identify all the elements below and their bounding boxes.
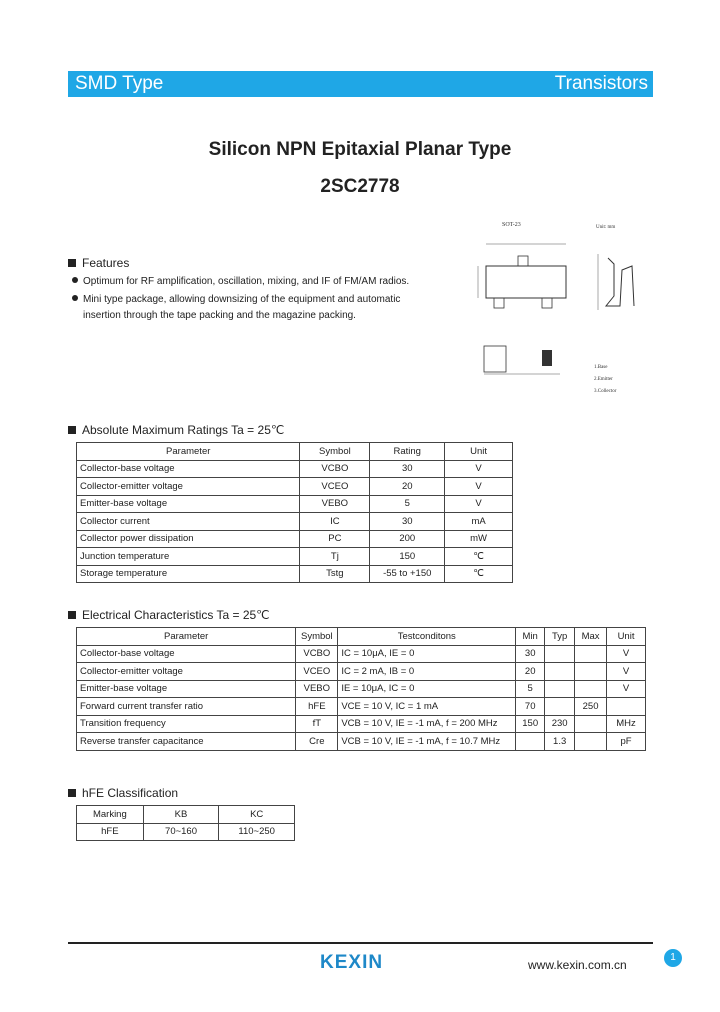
table-cell: hFE xyxy=(77,823,144,841)
table-row xyxy=(77,663,646,681)
table-cell: IC = 2 mA, IB = 0 xyxy=(338,663,516,681)
table-cell: V xyxy=(445,495,513,513)
table-row xyxy=(77,530,513,548)
table-cell: Transition frequency xyxy=(77,715,296,733)
table-cell xyxy=(607,698,646,716)
table-cell: Collector-base voltage xyxy=(77,460,300,478)
table-cell: 150 xyxy=(370,548,445,566)
table-cell: VCEO xyxy=(296,663,338,681)
table-header-cell: Typ xyxy=(545,628,575,646)
table-cell: 1.3 xyxy=(545,733,575,751)
table-row xyxy=(77,548,513,566)
table-cell: 5 xyxy=(370,495,445,513)
table-row xyxy=(77,513,513,531)
feature-item: Mini type package, allowing downsizing of the equipment and automatic xyxy=(72,294,400,306)
package-drawing xyxy=(470,214,650,404)
table-cell: 150 xyxy=(516,715,545,733)
table-row xyxy=(77,645,646,663)
table-cell xyxy=(575,733,607,751)
table-cell xyxy=(545,663,575,681)
kexin-logo: KEXIN xyxy=(320,952,384,973)
table-cell: 70 xyxy=(516,698,545,716)
part-number: 2SC2778 xyxy=(320,176,400,197)
table-cell: Junction temperature xyxy=(77,548,300,566)
pin-3-label: 3.Collector xyxy=(594,389,617,394)
table-cell: V xyxy=(445,460,513,478)
table-row xyxy=(77,733,646,751)
doc-title: Silicon NPN Epitaxial Planar Type xyxy=(208,139,512,160)
table-cell: Forward current transfer ratio xyxy=(77,698,296,716)
unit-label: Unit: mm xyxy=(596,225,616,230)
table-row xyxy=(77,715,646,733)
table-cell: Collector-emitter voltage xyxy=(77,663,296,681)
table-row xyxy=(77,478,513,496)
table-cell xyxy=(545,698,575,716)
bullet-dot-icon xyxy=(72,295,78,301)
pin-1-label: 1.Base xyxy=(594,365,608,370)
table-header-cell: Unit xyxy=(607,628,646,646)
bullet-square-icon xyxy=(68,611,76,619)
table-row xyxy=(77,823,295,841)
footer-divider xyxy=(68,942,653,944)
hfe-heading: hFE Classification xyxy=(68,786,178,800)
table-cell: V xyxy=(607,663,646,681)
package-label: SOT-23 xyxy=(502,222,521,228)
page-number: 1 xyxy=(664,949,682,967)
table-row xyxy=(77,680,646,698)
table-cell: 30 xyxy=(516,645,545,663)
table-cell: IC xyxy=(300,513,370,531)
elec-table xyxy=(76,627,646,751)
table-row xyxy=(77,460,513,478)
table-cell: Emitter-base voltage xyxy=(77,680,296,698)
table-cell: 5 xyxy=(516,680,545,698)
table-cell: Collector-emitter voltage xyxy=(77,478,300,496)
header-bar xyxy=(68,71,653,97)
table-cell: mW xyxy=(445,530,513,548)
table-cell: VCEO xyxy=(300,478,370,496)
table-cell: VCE = 10 V, IC = 1 mA xyxy=(338,698,516,716)
table-cell: 200 xyxy=(370,530,445,548)
table-row xyxy=(77,495,513,513)
table-cell: pF xyxy=(607,733,646,751)
table-cell: V xyxy=(445,478,513,496)
table-cell: VEBO xyxy=(300,495,370,513)
table-cell: KB xyxy=(143,806,219,824)
hfe-table xyxy=(76,805,295,841)
table-cell: 30 xyxy=(370,460,445,478)
table-cell xyxy=(575,645,607,663)
features-heading: Features xyxy=(68,256,129,270)
table-cell: VCBO xyxy=(300,460,370,478)
table-cell xyxy=(575,663,607,681)
bullet-square-icon xyxy=(68,789,76,797)
table-cell xyxy=(575,680,607,698)
table-cell: 250 xyxy=(575,698,607,716)
feature-item: Optimum for RF amplification, oscillation, mixing, and IF of FM/AM radios. xyxy=(72,276,409,288)
table-header-row xyxy=(77,628,646,646)
table-cell: IE = 10μA, IC = 0 xyxy=(338,680,516,698)
table-row xyxy=(77,806,295,824)
table-cell: Collector-base voltage xyxy=(77,645,296,663)
table-cell: KC xyxy=(219,806,295,824)
table-cell xyxy=(516,733,545,751)
table-header-cell: Unit xyxy=(445,443,513,461)
table-cell: 20 xyxy=(370,478,445,496)
header-right: Transistors xyxy=(554,73,648,94)
table-cell: Emitter-base voltage xyxy=(77,495,300,513)
table-cell: VCB = 10 V, IE = -1 mA, f = 10.7 MHz xyxy=(338,733,516,751)
table-header-cell: Parameter xyxy=(77,443,300,461)
table-cell: VEBO xyxy=(296,680,338,698)
table-header-cell: Symbol xyxy=(296,628,338,646)
table-cell: hFE xyxy=(296,698,338,716)
bullet-dot-icon xyxy=(72,277,78,283)
table-cell: VCB = 10 V, IE = -1 mA, f = 200 MHz xyxy=(338,715,516,733)
website-link[interactable]: www.kexin.com.cn xyxy=(528,958,627,972)
table-cell: Tstg xyxy=(300,565,370,583)
table-cell: IC = 10μA, IE = 0 xyxy=(338,645,516,663)
table-cell: V xyxy=(607,680,646,698)
table-cell: VCBO xyxy=(296,645,338,663)
table-cell: 30 xyxy=(370,513,445,531)
table-cell: V xyxy=(607,645,646,663)
table-header-cell: Min xyxy=(516,628,545,646)
table-header-cell: Rating xyxy=(370,443,445,461)
elec-heading: Electrical Characteristics Ta = 25℃ xyxy=(68,608,270,622)
bullet-square-icon xyxy=(68,259,76,267)
table-cell: MHz xyxy=(607,715,646,733)
table-row xyxy=(77,565,513,583)
table-cell: 110~250 xyxy=(219,823,295,841)
table-cell: fT xyxy=(296,715,338,733)
table-cell: mA xyxy=(445,513,513,531)
table-cell: Marking xyxy=(77,806,144,824)
table-cell: PC xyxy=(300,530,370,548)
table-cell: Storage temperature xyxy=(77,565,300,583)
table-cell xyxy=(545,645,575,663)
table-header-row xyxy=(77,443,513,461)
table-cell: Collector power dissipation xyxy=(77,530,300,548)
table-header-cell: Symbol xyxy=(300,443,370,461)
table-cell: ℃ xyxy=(445,548,513,566)
feature-item-continued: insertion through the tape packing and the magazine packing. xyxy=(83,310,356,321)
abs-max-table xyxy=(76,442,513,583)
table-cell: Cre xyxy=(296,733,338,751)
table-header-cell: Parameter xyxy=(77,628,296,646)
table-cell: ℃ xyxy=(445,565,513,583)
table-cell: Reverse transfer capacitance xyxy=(77,733,296,751)
table-cell: Tj xyxy=(300,548,370,566)
table-cell: 70~160 xyxy=(143,823,219,841)
table-cell: Collector current xyxy=(77,513,300,531)
table-cell: 230 xyxy=(545,715,575,733)
table-cell: -55 to +150 xyxy=(370,565,445,583)
pin-2-label: 2.Emitter xyxy=(594,377,613,382)
table-row xyxy=(77,698,646,716)
header-left: SMD Type xyxy=(75,73,164,94)
table-cell: 20 xyxy=(516,663,545,681)
abs-max-heading: Absolute Maximum Ratings Ta = 25℃ xyxy=(68,423,284,437)
table-header-cell: Max xyxy=(575,628,607,646)
table-cell xyxy=(575,715,607,733)
table-header-cell: Testconditons xyxy=(338,628,516,646)
bullet-square-icon xyxy=(68,426,76,434)
table-cell xyxy=(545,680,575,698)
